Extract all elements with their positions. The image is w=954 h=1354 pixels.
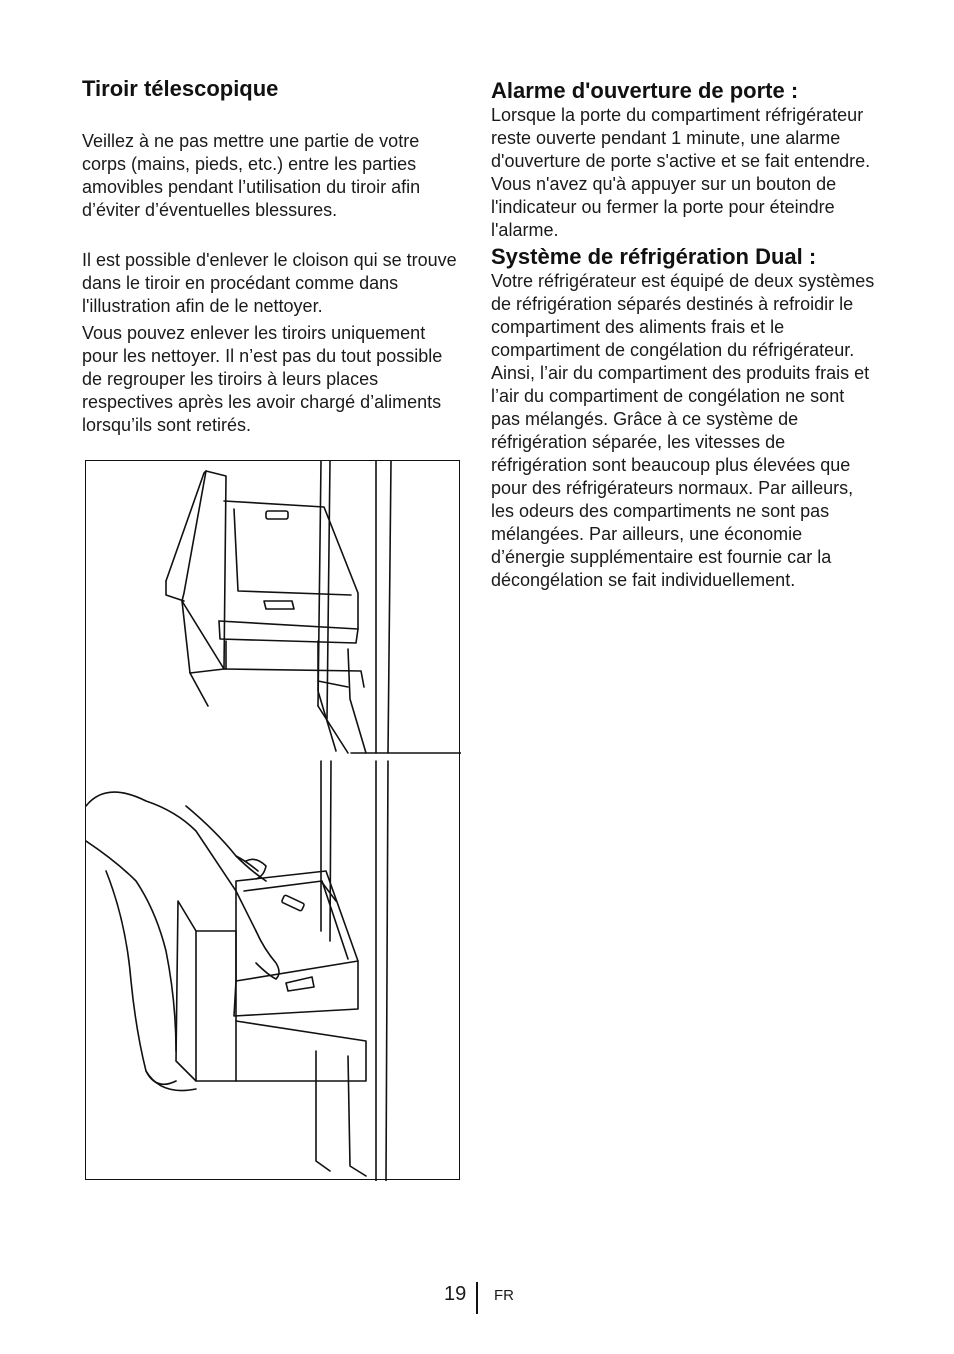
right-column [491, 78, 876, 594]
paragraph-safety: Veillez à ne pas mettre une partie de votre corps (mains, pieds, etc.) entre les parties amovibles pendant l’utilisation du tiroir afin d’éviter d’éventuelles blessures. [82, 131, 421, 220]
language-code: FR [494, 1287, 514, 1304]
paragraph-drawer-removal: Vous pouvez enlever les tiroirs uniquement pour les nettoyer. Il n’est pas du tout possible de regrouper les tiroirs à leurs places respectives après les avoir chargé d’aliments lorsqu’ils sont retirés. [82, 323, 443, 435]
section-title-telescopic-drawer: Tiroir télescopique [82, 76, 279, 101]
paragraph-dual-cooling: Votre réfrigérateur est équipé de deux systèmes de réfrigération séparés destinés à refroidir le compartiment des aliments frais et le compartiment de congélation du réfrigérateur. Ainsi, l’air du compartiment des produits frais et l’air du compartiment de congélation ne sont pas mélangés. Grâce à ce système de réfrigération séparée, les vitesses de réfrigération sont beaucoup plus élevées que pour des réfrigérateurs normaux. Par ailleurs, les odeurs des compartiments ne sont pas mélangées. Par ailleurs, une économie d’énergie supplémentaire est fournie car la décongélation se fait individuellement. [491, 271, 875, 590]
paragraph-door-alarm: Lorsque la porte du compartiment réfrigérateur reste ouverte pendant 1 minute, une alarme d'ouverture de porte s'active et se fait entendre. Vous n'avez qu'à appuyer sur un bouton de l'indicateur ou fermer la porte pour éteindre l'alarme. [491, 105, 871, 240]
page-number: 19 [444, 1283, 467, 1305]
drawer-illustration [85, 460, 460, 1180]
drawer-illustration-drawing [86, 461, 461, 1181]
left-column [82, 76, 460, 464]
section-title-dual-cooling: Système de réfrigération Dual : [491, 244, 817, 269]
section-title-door-alarm: Alarme d'ouverture de porte : [491, 78, 799, 103]
page-footer [0, 1282, 954, 1322]
footer-divider [476, 1282, 478, 1314]
paragraph-divider-removal: Il est possible d'enlever le cloison qui se trouve dans le tiroir en procédant comme dans l'illustration afin de le nettoyer. [82, 250, 457, 316]
